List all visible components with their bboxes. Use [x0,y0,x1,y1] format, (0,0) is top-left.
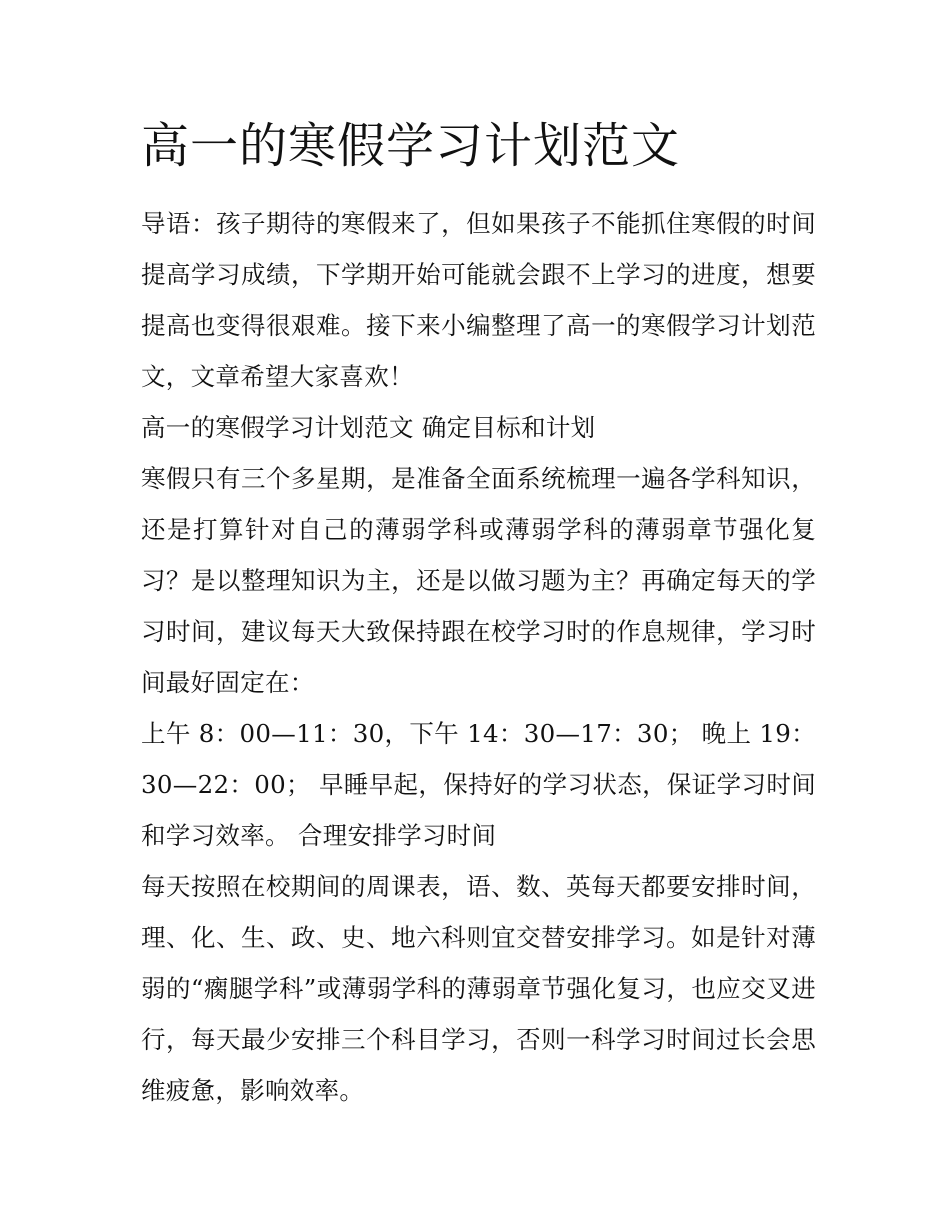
schedule-paragraph: 上午 8：00—11：30，下午 14：30—17：30； 晚上 19：30—22：00； 早睡早起，保持好的学习状态，保证学习时间和学习效率。 合理安排学习时间 [141,719,816,850]
arrangement-paragraph: 每天按照在校期间的周课表，语、数、英每天都要安排时间，理、化、生、政、史、地六科则宜交替安排学习。如是针对薄弱的“瘸腿学科”或薄弱学科的薄弱章节强化复习，也应交叉进行，每天最少安排三个科目学习，否则一科学习时间过长会思维疲惫，影响效率。 [141,872,816,1105]
goal-paragraph: 寒假只有三个多星期，是准备全面系统梳理一遍各学科知识，还是打算针对自己的薄弱学科或薄弱学科的薄弱章节强化复习？是以整理知识为主，还是以做习题为主？再确定每天的学习时间，建议每天大致保持跟在校学习时的作息规律，学习时间最好固定在： [141,464,816,697]
section-heading: 高一的寒假学习计划范文 确定目标和计划 [141,413,596,442]
intro-paragraph: 导语：孩子期待的寒假来了，但如果孩子不能抓住寒假的时间提高学习成绩，下学期开始可能就会跟不上学习的进度，想要提高也变得很艰难。接下来小编整理了高一的寒假学习计划范文，文章希望大家喜欢！ [141,209,816,391]
document-title: 高一的寒假学习计划范文 [141,118,681,174]
document-body [141,198,816,1116]
